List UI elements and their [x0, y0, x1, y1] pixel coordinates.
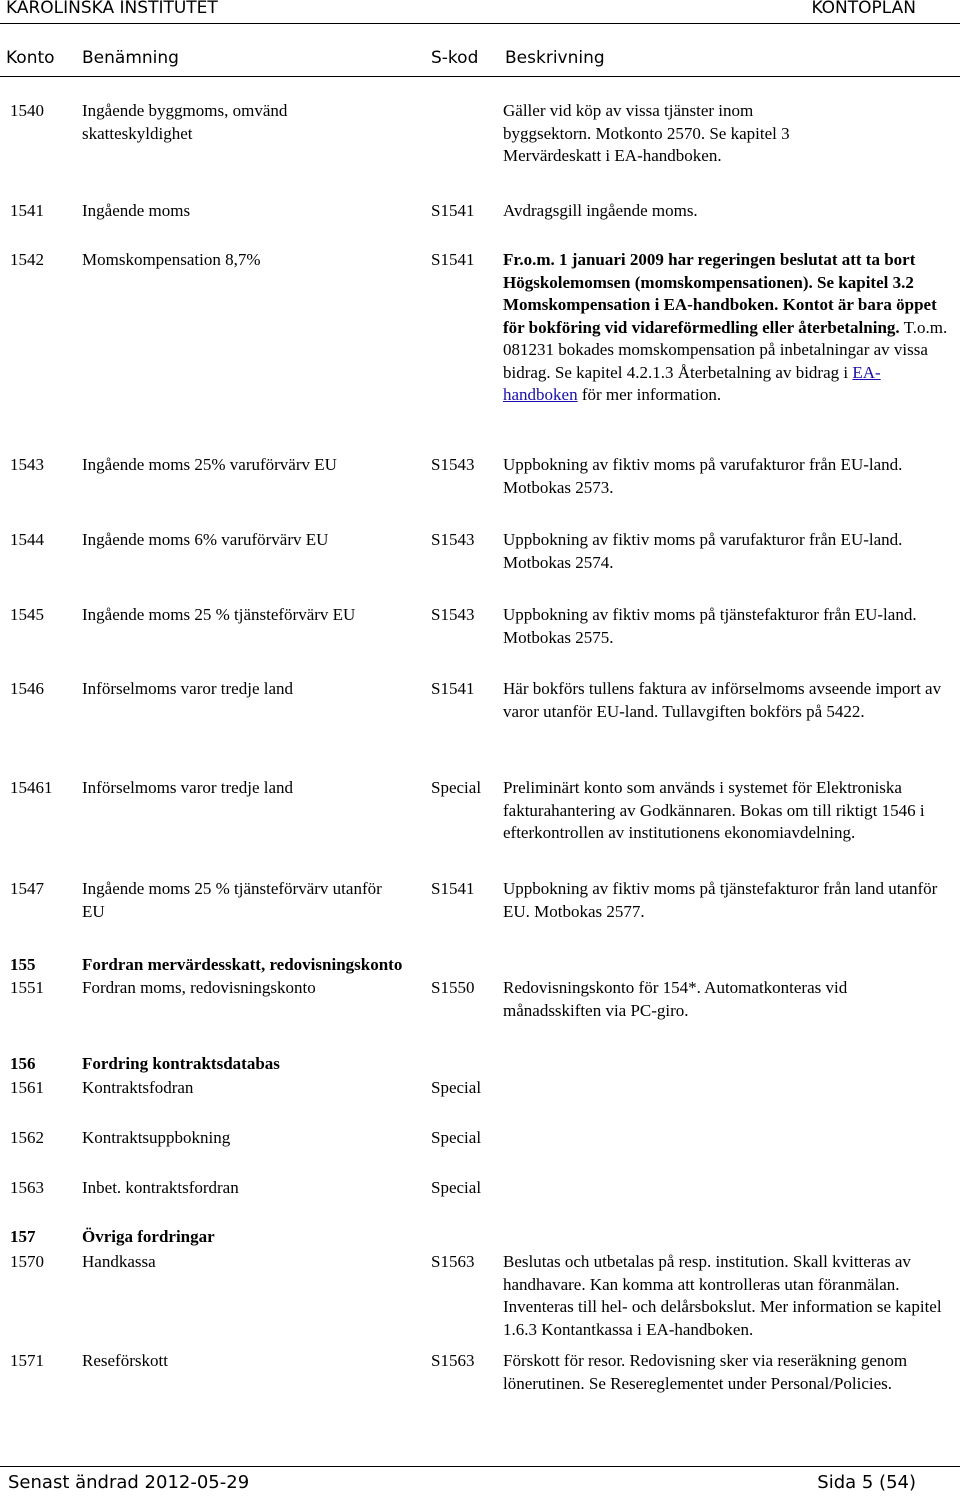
last-updated: Senast ändrad 2012-05-29 — [8, 1472, 250, 1493]
account-name: Ingående moms 25% varuförvärv EU — [82, 455, 337, 474]
account-description: Uppbokning av fiktiv moms på tjänstefakturor från EU-land. Motbokas 2575. — [503, 605, 917, 647]
account-number: 1562 — [10, 1128, 44, 1147]
account-skod: S1543 — [431, 530, 475, 549]
description-tail: för mer information. — [581, 385, 722, 404]
account-description: Uppbokning av fiktiv moms på tjänstefakturor från land utanför EU. Motbokas 2577. — [503, 879, 938, 921]
description-bold: Fr.o.m. 1 januari 2009 har regeringen beslutat att ta bort Högskolemomsen (momskompensationen). Se kapitel 3.2 Momskompensation i EA-handboken. Kontot är bara öppet för bokföring vid vidareförmedling eller återbetalning. — [503, 250, 937, 337]
account-number: 1547 — [10, 879, 44, 898]
page-header — [0, 0, 960, 22]
org-name: KAROLINSKA INSTITUTET — [6, 0, 218, 18]
footer-rule — [0, 1466, 960, 1467]
col-name-header: Benämning — [82, 48, 179, 68]
account-skod: S1541 — [431, 201, 475, 220]
account-description: Här bokförs tullens faktura av införselmoms avseende import av varor utanför EU-land. Tullavgiften bokförs på 5422. — [503, 679, 942, 721]
account-number: 1571 — [10, 1351, 44, 1370]
account-skod: Special — [431, 1178, 482, 1197]
column-header-rule — [0, 76, 960, 77]
group-name: Fordran mervärdesskatt, redovisningskonto — [82, 955, 403, 974]
account-skod: S1543 — [431, 605, 475, 624]
account-skod: Special — [431, 1078, 482, 1097]
group-number: 157 — [10, 1227, 36, 1246]
account-number: 1563 — [10, 1178, 44, 1197]
col-konto-header: Konto — [6, 48, 55, 68]
account-skod: S1541 — [431, 879, 475, 898]
page-number: Sida 5 (54) — [817, 1472, 916, 1493]
account-name: Införselmoms varor tredje land — [82, 679, 294, 698]
group-number: 156 — [10, 1054, 36, 1073]
account-name: Kontraktsfodran — [82, 1078, 194, 1097]
account-description: Redovisningskonto för 154*. Automatkonteras vid månadsskiften via PC-giro. — [503, 978, 848, 1020]
account-name: Fordran moms, redovisningskonto — [82, 978, 316, 997]
group-name: Fordring kontraktsdatabas — [82, 1054, 280, 1073]
account-name: Reseförskott — [82, 1351, 168, 1370]
account-skod: S1543 — [431, 455, 475, 474]
account-description: Förskott för resor. Redovisning sker via reseräkning genom lönerutinen. Se Resereglementet under Personal/Policies. — [503, 1351, 908, 1393]
group-number: 155 — [10, 955, 36, 974]
account-number: 15461 — [10, 778, 53, 797]
account-number: 1551 — [10, 978, 44, 997]
ea-handboken-link[interactable]: EA-handboken — [503, 362, 881, 404]
account-name: Momskompensation 8,7% — [82, 250, 261, 269]
account-description: Avdragsgill ingående moms. — [503, 201, 698, 220]
column-headers — [0, 48, 960, 72]
col-skod-header: S-kod — [431, 48, 479, 68]
header-rule — [0, 23, 960, 24]
group-name: Övriga fordringar — [82, 1227, 215, 1246]
account-name: Ingående moms — [82, 201, 191, 220]
account-skod: Special — [431, 778, 482, 797]
account-name: Ingående byggmoms, omvänd skatteskyldighet — [82, 101, 288, 143]
account-number: 1570 — [10, 1252, 44, 1271]
account-name: Införselmoms varor tredje land — [82, 778, 294, 797]
account-name: Inbet. kontraktsfordran — [82, 1178, 239, 1197]
account-number: 1544 — [10, 530, 44, 549]
account-description: Uppbokning av fiktiv moms på varufakturor från EU-land. Motbokas 2573. — [503, 455, 903, 497]
document-title: KONTOPLAN — [811, 0, 916, 18]
account-skod: S1541 — [431, 679, 475, 698]
account-number: 1540 — [10, 101, 44, 120]
account-skod: S1550 — [431, 978, 475, 997]
account-number: 1561 — [10, 1078, 44, 1097]
account-number: 1542 — [10, 250, 44, 269]
account-name: Ingående moms 25 % tjänsteförvärv utanför EU — [82, 879, 382, 921]
account-description: Uppbokning av fiktiv moms på varufakturor från EU-land. Motbokas 2574. — [503, 530, 903, 572]
account-description: Preliminärt konto som används i systemet för Elektroniska fakturahantering av Godkännaren. Bokas om till riktigt 1546 i efterkontrollen av institutionens ekonomiavdelning. — [503, 778, 925, 842]
account-name: Handkassa — [82, 1252, 156, 1271]
account-number: 1541 — [10, 201, 44, 220]
account-skod: S1541 — [431, 250, 475, 269]
col-desc-header: Beskrivning — [505, 48, 605, 68]
account-skod: S1563 — [431, 1252, 475, 1271]
account-skod: Special — [431, 1128, 482, 1147]
account-number: 1543 — [10, 455, 44, 474]
account-name: Ingående moms 25 % tjänsteförvärv EU — [82, 605, 356, 624]
account-description: Beslutas och utbetalas på resp. institution. Skall kvitteras av handhavare. Kan komma att kontrolleras utan föranmälan. Inventeras till hel- och delårsbokslut. Mer information se kapitel 1.6.3 Kontantkassa i EA-handboken. — [503, 1252, 942, 1339]
account-number: 1545 — [10, 605, 44, 624]
account-name: Ingående moms 6% varuförvärv EU — [82, 530, 329, 549]
account-skod: S1563 — [431, 1351, 475, 1370]
description-text: T.o.m. 081231 bokades momskompensation på inbetalningar av vissa bidrag. Se kapitel 4.2.1.3 Återbetalning av bidrag i — [503, 317, 948, 382]
account-number: 1546 — [10, 679, 44, 698]
account-description: Gäller vid köp av vissa tjänster inom byggsektorn. Motkonto 2570. Se kapitel 3 Mervärdeskatt i EA-handboken. — [503, 101, 790, 165]
account-description — [503, 249, 951, 407]
account-name: Kontraktsuppbokning — [82, 1128, 231, 1147]
